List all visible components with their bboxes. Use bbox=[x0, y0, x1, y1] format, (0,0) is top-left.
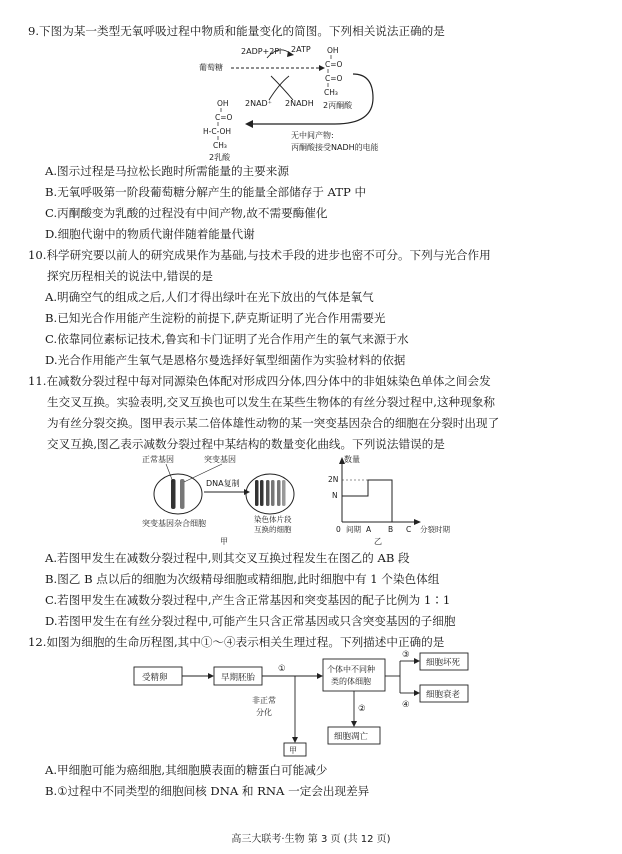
y-axis-label: 数量 bbox=[344, 455, 360, 464]
x-tick-b: B bbox=[388, 525, 394, 534]
q11-stem-line3: 为有丝分裂交换。图甲表示某二倍体雄性动物的某一突变基因杂合的细胞在分裂时出现了 bbox=[47, 416, 500, 430]
figure-b-caption: 乙 bbox=[374, 537, 382, 546]
q9-option-a: A.图示过程是马拉松长跑时所需能量的主要来源 bbox=[45, 164, 289, 178]
x-axis-label: 分裂时期 bbox=[420, 525, 450, 534]
q10-stem-line1: 10.科学研究要以前人的研究成果作为基础,与技术手段的进步也密不可分。下列与光合作用 bbox=[28, 248, 491, 262]
x-tick-a: A bbox=[366, 525, 372, 534]
chromosome-mutant bbox=[180, 479, 185, 509]
q10-option-c: C.依靠同位素标记技术,鲁宾和卡门证明了光合作用产生的氧气来源于水 bbox=[45, 332, 409, 346]
exchanged-cell-label2: 互换的细胞 bbox=[254, 525, 292, 534]
page-footer: 高三大联考·生物 第 3 页 (共 12 页) bbox=[231, 834, 391, 845]
q11-figure-b bbox=[322, 452, 472, 548]
q10-option-a: A.明确空气的组成之后,人们才得出绿叶在光下放出的气体是氧气 bbox=[45, 290, 374, 304]
x-tick-c: C bbox=[406, 525, 412, 534]
svg-text:OH: OH bbox=[327, 46, 339, 55]
q11-option-c: C.若图甲发生在减数分裂过程中,产生含正常基因和突变基因的配子比例为 1∶1 bbox=[45, 593, 451, 607]
somatic-cells-line2: 类的体细胞 bbox=[331, 677, 371, 686]
svg-text:C=O: C=O bbox=[325, 60, 343, 69]
q9-respiration-diagram bbox=[195, 40, 425, 162]
crossover-cell bbox=[246, 474, 294, 514]
nad-arrow bbox=[269, 76, 289, 100]
lactate-label: 2乳酸 bbox=[209, 153, 231, 162]
nad-label: 2NAD⁺ bbox=[245, 99, 272, 108]
process-1-label: ① bbox=[278, 664, 286, 674]
q9-option-c: C.丙酮酸变为乳酸的过程没有中间产物,故不需要酶催化 bbox=[45, 206, 328, 220]
y-tick-n: N bbox=[332, 491, 338, 500]
svg-text:OH: OH bbox=[217, 99, 229, 108]
svg-text:C=O: C=O bbox=[215, 113, 233, 122]
q12-option-a: A.甲细胞可能为癌细胞,其细胞膜表面的糖蛋白可能减少 bbox=[45, 763, 328, 777]
note-line1: 无中间产物: bbox=[291, 131, 334, 140]
abnormal-diff-line1: 非正常 bbox=[252, 696, 276, 705]
q12-stem: 12.如图为细胞的生命历程图,其中①～④表示相关生理过程。下列描述中正确的是 bbox=[28, 635, 445, 649]
glucose-label: 葡萄糖 bbox=[199, 63, 223, 72]
nadh-label: 2NADH bbox=[285, 99, 314, 108]
q11-option-a: A.若图甲发生在减数分裂过程中,则其交叉互换过程发生在图乙的 AB 段 bbox=[45, 551, 410, 565]
svg-text:C=O: C=O bbox=[325, 74, 343, 83]
q9-stem: 9.下图为某一类型无氧呼吸过程中物质和能量变化的简图。下列相关说法正确的是 bbox=[28, 24, 445, 38]
q11-stem-line1: 11.在减数分裂过程中每对同源染色体配对形成四分体,四分体中的非姐妹染色单体之间会发 bbox=[28, 374, 491, 388]
necrosis-label: 细胞坏死 bbox=[426, 658, 461, 668]
aging-label: 细胞衰老 bbox=[426, 690, 461, 700]
jia-label: 甲 bbox=[289, 746, 297, 755]
q11-option-b: B.图乙 B 点以后的细胞为次级精母细胞或精细胞,此时细胞中有 1 个染色体组 bbox=[45, 572, 440, 586]
abnormal-diff-line2: 分化 bbox=[256, 708, 272, 717]
apoptosis-label: 细胞凋亡 bbox=[334, 732, 369, 742]
figure-a-caption: 甲 bbox=[220, 537, 228, 546]
q10-option-b: B.已知光合作用能产生淀粉的前提下,萨克斯证明了光合作用需要光 bbox=[45, 311, 386, 325]
process-4-label: ④ bbox=[402, 700, 410, 710]
q11-figure-a bbox=[138, 452, 313, 548]
q10-stem-line2: 探究历程相关的说法中,错误的是 bbox=[47, 269, 213, 283]
pyruvate-label: 2丙酮酸 bbox=[323, 101, 353, 110]
y-tick-2n: 2N bbox=[328, 475, 339, 484]
svg-text:CH₃: CH₃ bbox=[324, 88, 338, 97]
x-tick-interphase: 间期 bbox=[346, 525, 361, 534]
somatic-cells-box bbox=[323, 659, 385, 691]
hetero-cell-label: 突变基因杂合细胞 bbox=[142, 519, 206, 528]
exchanged-cell-label1: 染色体片段 bbox=[254, 515, 292, 524]
nadh-arrow bbox=[271, 76, 293, 100]
svg-text:CH₃: CH₃ bbox=[213, 141, 227, 150]
note-line2: 丙酮酸接受NADH的电能 bbox=[291, 143, 379, 152]
process-2-label: ② bbox=[358, 704, 366, 714]
chromosome-normal bbox=[171, 479, 176, 509]
q11-stem-line4: 交叉互换,图乙表示减数分裂过程中某结构的数量变化曲线。下列说法错误的是 bbox=[47, 437, 445, 451]
atp-label: 2ATP bbox=[291, 45, 311, 54]
somatic-cells-line1: 个体中不同种 bbox=[327, 665, 375, 674]
mutant-gene-label: 突变基因 bbox=[204, 455, 236, 464]
quantity-curve bbox=[342, 480, 392, 522]
svg-text:H-C-OH: H-C-OH bbox=[203, 127, 232, 136]
q11-stem-line2: 生交叉互换。实验表明,交叉互换也可以发生在某些生物体的有丝分裂过程中,这种现象称 bbox=[47, 395, 495, 409]
parent-cell bbox=[154, 474, 202, 514]
q12-option-b: B.①过程中不同类型的细胞间核 DNA 和 RNA 一定会出现差异 bbox=[45, 784, 370, 798]
process-3-label: ③ bbox=[402, 650, 410, 660]
embryo-label: 早期胚胎 bbox=[221, 673, 256, 683]
zygote-label: 受精卵 bbox=[142, 673, 168, 683]
svg-text:0: 0 bbox=[336, 525, 341, 534]
q12-life-history-diagram bbox=[120, 651, 500, 756]
adp-label: 2ADP+2Pi bbox=[241, 47, 282, 56]
q10-option-d: D.光合作用能产生氧气是恩格尔曼选择好氧型细菌作为实验材料的依据 bbox=[45, 353, 406, 367]
normal-gene-label: 正常基因 bbox=[142, 455, 174, 464]
q11-option-d: D.若图甲发生在有丝分裂过程中,可能产生只含正常基因或只含突变基因的子细胞 bbox=[45, 614, 456, 628]
q9-option-d: D.细胞代谢中的物质代谢伴随着能量代谢 bbox=[45, 227, 255, 241]
q9-option-b: B.无氧呼吸第一阶段葡萄糖分解产生的能量全部储存于 ATP 中 bbox=[45, 185, 367, 199]
dna-replication-label: DNA复制 bbox=[206, 479, 240, 488]
